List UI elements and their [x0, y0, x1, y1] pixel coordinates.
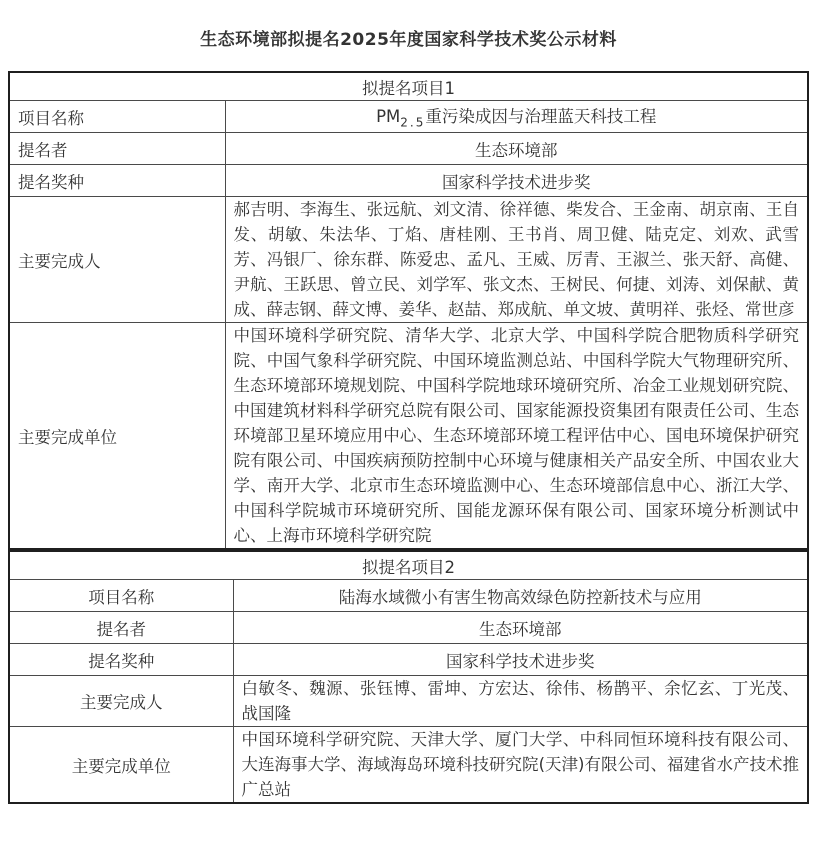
row-label-award-type: 提名奖种 — [9, 165, 225, 197]
table-row — [9, 644, 808, 676]
row-label-main-organizations: 主要完成单位 — [9, 323, 225, 550]
row-label-nominator: 提名者 — [9, 133, 225, 165]
row-value-award-type: 国家科学技术进步奖 — [225, 165, 808, 197]
row-value-main-contributors: 白敏冬、魏源、张钰博、雷坤、方宏达、徐伟、杨鹊平、余忆玄、丁光茂、战国隆 — [233, 676, 808, 727]
project-name-subscript: 2.5 — [400, 115, 426, 130]
row-label-nominator: 提名者 — [9, 612, 233, 644]
row-label-main-contributors: 主要完成人 — [9, 197, 225, 323]
row-value-nominator: 生态环境部 — [233, 612, 808, 644]
project-table-1 — [8, 71, 809, 550]
row-value-main-organizations: 中国环境科学研究院、天津大学、厦门大学、中科同恒环境科技有限公司、大连海事大学、海域海岛环境科技研究院(天津)有限公司、福建省水产技术推广总站 — [233, 727, 808, 804]
row-value-project-name: 陆海水域微小有害生物高效绿色防控新技术与应用 — [233, 580, 808, 612]
table-row — [9, 197, 808, 323]
row-label-main-organizations: 主要完成单位 — [9, 727, 233, 804]
project-table-2 — [8, 550, 809, 804]
table-row — [9, 323, 808, 550]
table-1-header: 拟提名项目1 — [9, 72, 808, 101]
row-value-award-type: 国家科学技术进步奖 — [233, 644, 808, 676]
table-row — [9, 612, 808, 644]
row-label-project-name: 项目名称 — [9, 101, 225, 133]
row-value-main-organizations: 中国环境科学研究院、清华大学、北京大学、中国科学院合肥物质科学研究院、中国气象科学研究院、中国环境监测总站、中国科学院大气物理研究所、生态环境部环境规划院、中国科学院地球环境研究所、冶金工业规划研究院、中国建筑材料科学研究总院有限公司、国家能源投资集团有限责任公司、生态环境部卫星环境应用中心、生态环境部环境工程评估中心、国电环境保护研究院有限公司、中国疾病预防控制中心环境与健康相关产品安全所、中国农业大学、南开大学、北京市生态环境监测中心、生态环境部信息中心、浙江大学、中国科学院城市环境研究所、国能龙源环保有限公司、国家环境分析测试中心、上海市环境科学研究院 — [225, 323, 808, 550]
table-row — [9, 133, 808, 165]
row-label-award-type: 提名奖种 — [9, 644, 233, 676]
page-title: 生态环境部拟提名2025年度国家科学技术奖公示材料 — [200, 30, 617, 50]
tables-container — [8, 71, 809, 804]
table-2-header: 拟提名项目2 — [9, 551, 808, 580]
row-label-main-contributors: 主要完成人 — [9, 676, 233, 727]
project-name-prefix: PM — [376, 107, 401, 127]
row-value-project-name — [225, 101, 808, 133]
row-value-main-contributors: 郝吉明、李海生、张远航、刘文清、徐祥德、柴发合、王金南、胡京南、王自发、胡敏、朱法华、丁焰、唐桂刚、王书肖、周卫健、陆克定、刘欢、武雪芳、冯银厂、徐东群、陈爱忠、孟凡、王威、厉青、王淑兰、张天舒、高健、尹航、王跃思、曾立民、刘学军、张文杰、王树民、何捷、刘涛、刘保献、黄成、薛志钢、薛文博、姜华、赵喆、郑成航、单文坡、黄明祥、张烃、常世彦 — [225, 197, 808, 323]
table-row — [9, 580, 808, 612]
row-value-nominator: 生态环境部 — [225, 133, 808, 165]
table-header-row — [9, 72, 808, 101]
table-row — [9, 727, 808, 804]
table-row — [9, 101, 808, 133]
table-row — [9, 676, 808, 727]
project-name-suffix: 重污染成因与治理蓝天科技工程 — [425, 107, 657, 127]
table-row — [9, 165, 808, 197]
table-header-row — [9, 551, 808, 580]
row-label-project-name: 项目名称 — [9, 580, 233, 612]
